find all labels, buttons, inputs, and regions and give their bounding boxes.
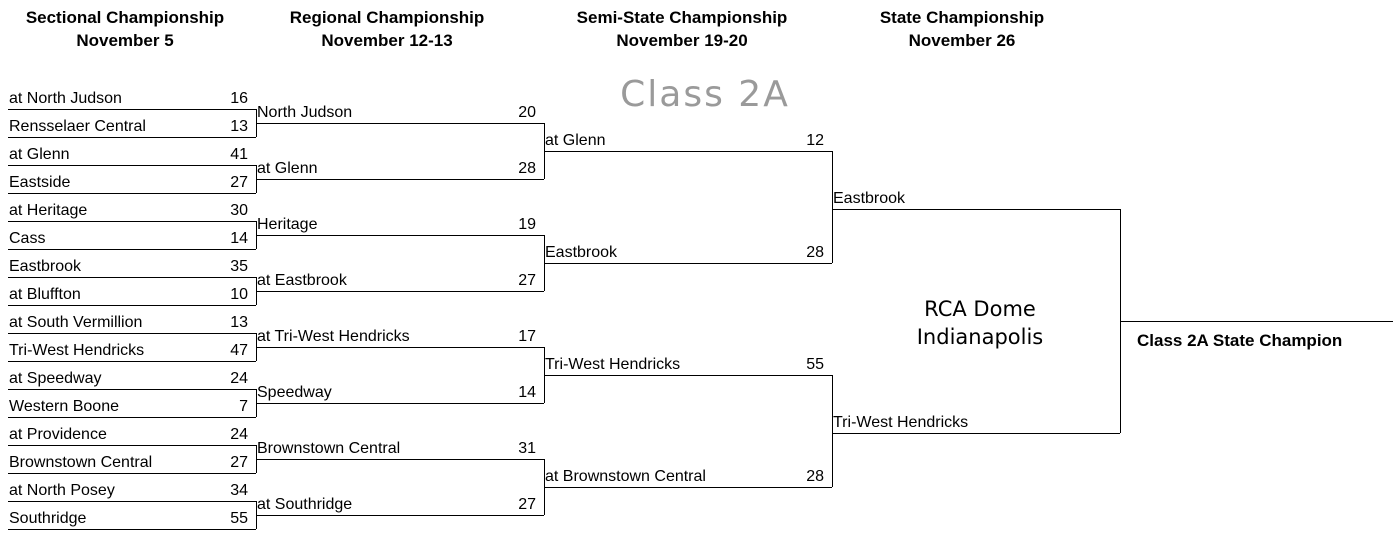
header-date: November 5 (76, 31, 174, 50)
team-name: at Speedway (9, 370, 102, 387)
team-name: Brownstown Central (257, 440, 401, 457)
team-name: at South Vermillion (9, 314, 143, 331)
team-name: at Southridge (257, 496, 353, 513)
team-score: 31 (518, 440, 536, 457)
header-semistate (552, 6, 812, 52)
bracket-line (256, 403, 544, 404)
team-name: North Judson (257, 104, 353, 121)
bracket-line (256, 515, 544, 516)
bracket-line (8, 389, 256, 390)
bracket-line (8, 361, 256, 362)
bracket-line (256, 179, 544, 180)
team-score: 55 (806, 356, 824, 373)
team-name: at Tri-West Hendricks (257, 328, 410, 345)
team-score: 14 (230, 230, 248, 247)
team-score: 12 (806, 132, 824, 149)
bracket-line (544, 263, 832, 264)
bracket-line (8, 445, 256, 446)
bracket-line (832, 433, 1120, 434)
bracket-line (832, 209, 1120, 210)
team-score: 20 (518, 104, 536, 121)
team-score: 19 (518, 216, 536, 233)
bracket-line (544, 375, 832, 376)
bracket-line (8, 473, 256, 474)
team-name: Rensselaer Central (9, 118, 146, 135)
team-score: 24 (230, 370, 248, 387)
venue-line-2: Indianapolis (916, 325, 1044, 349)
team-score: 34 (230, 482, 248, 499)
bracket-line (8, 529, 256, 530)
team-name: Eastbrook (9, 258, 82, 275)
team-name: at Glenn (545, 132, 606, 149)
bracket-line (256, 235, 544, 236)
header-title: Semi-State Championship (576, 8, 788, 27)
header-date: November 19-20 (616, 31, 748, 50)
team-score: 35 (230, 258, 248, 275)
team-name: Western Boone (9, 398, 119, 415)
bracket-line (256, 123, 544, 124)
header-title: Sectional Championship (25, 8, 225, 27)
class-title: Class 2A (620, 74, 790, 115)
team-score: 14 (518, 384, 536, 401)
team-name: Eastside (9, 174, 71, 191)
team-name: at Eastbrook (257, 272, 347, 289)
team-score: 28 (806, 468, 824, 485)
team-name: at Glenn (257, 160, 318, 177)
bracket-line (544, 151, 832, 152)
bracket-line (256, 291, 544, 292)
header-date: November 26 (908, 31, 1016, 50)
team-name: Southridge (9, 510, 87, 527)
bracket-line (8, 221, 256, 222)
bracket-line (8, 305, 256, 306)
team-name: Eastbrook (545, 244, 618, 261)
team-name: Cass (9, 230, 46, 247)
header-date: November 12-13 (321, 31, 453, 50)
bracket-line (8, 137, 256, 138)
bracket-line (8, 277, 256, 278)
team-score: 27 (518, 496, 536, 513)
team-name: at Providence (9, 426, 107, 443)
header-title: Regional Championship (289, 8, 485, 27)
team-score: 41 (230, 146, 248, 163)
team-score: 16 (230, 90, 248, 107)
team-name: Heritage (257, 216, 318, 233)
team-score: 55 (230, 510, 248, 527)
team-score: 27 (230, 174, 248, 191)
team-name: at Bluffton (9, 286, 81, 303)
team-score: 27 (230, 454, 248, 471)
bracket-line (8, 417, 256, 418)
bracket-line (544, 487, 832, 488)
bracket-line (8, 193, 256, 194)
team-score: 28 (518, 160, 536, 177)
champion-line (1120, 321, 1393, 322)
bracket-line (8, 109, 256, 110)
bracket-line (8, 165, 256, 166)
team-score: 7 (239, 398, 248, 415)
team-score: 27 (518, 272, 536, 289)
team-score: 13 (230, 314, 248, 331)
champion-label: Class 2A State Champion (1137, 331, 1343, 350)
team-score: 10 (230, 286, 248, 303)
bracket-line (8, 249, 256, 250)
bracket-line (256, 347, 544, 348)
team-name: at Heritage (9, 202, 88, 219)
header-sectional (0, 6, 250, 52)
team-name: at North Posey (9, 482, 115, 499)
team-score: 28 (806, 244, 824, 261)
bracket-line (256, 459, 544, 460)
team-name: Tri-West Hendricks (9, 342, 145, 359)
team-name: at Glenn (9, 146, 70, 163)
team-name: Speedway (257, 384, 332, 401)
team-score: 24 (230, 426, 248, 443)
bracket-line (8, 333, 256, 334)
team-name: at North Judson (9, 90, 122, 107)
team-score: 47 (230, 342, 248, 359)
team-name: Brownstown Central (9, 454, 153, 471)
venue-label (860, 295, 1100, 351)
team-name: Tri-West Hendricks (545, 356, 681, 373)
team-score: 13 (230, 118, 248, 135)
header-regional (262, 6, 512, 52)
team-score: 30 (230, 202, 248, 219)
venue-line-1: RCA Dome (924, 297, 1036, 321)
bracket-line (8, 501, 256, 502)
header-state (842, 6, 1082, 52)
header-title: State Championship (879, 8, 1045, 27)
team-name: Tri-West Hendricks (833, 414, 969, 431)
team-name: Eastbrook (833, 190, 906, 207)
team-score: 17 (518, 328, 536, 345)
team-name: at Brownstown Central (545, 468, 706, 485)
